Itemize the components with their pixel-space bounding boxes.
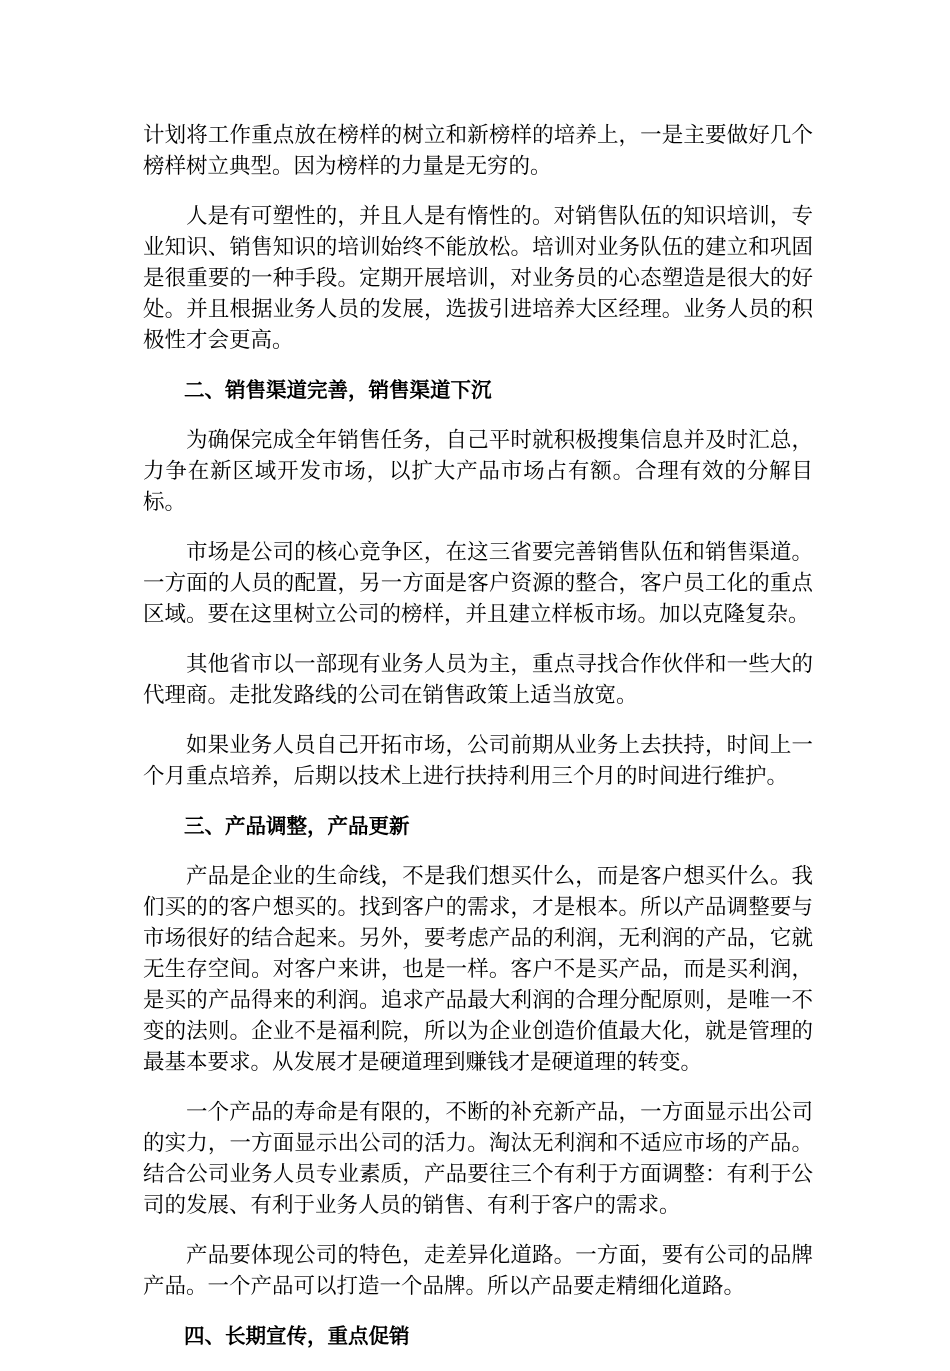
paragraph-training: 人是有可塑性的，并且人是有惰性的。对销售队伍的知识培训，专业知识、销售知识的培训始终不能放松。培训对业务队伍的建立和巩固是很重要的一种手段。定期开展培训，对业务员的心态塑造是很大的好处。并且根据业务人员的发展，选拔引进培养大区经理。业务人员的积极性才会更高。 [143, 204, 813, 353]
section-heading-sales-channels: 二、销售渠道完善，销售渠道下沉 [184, 378, 492, 402]
section-heading-promotion: 四、长期宣传，重点促销 [184, 1324, 410, 1348]
paragraph-core-market: 市场是公司的核心竞争区，在这三省要完善销售队伍和销售渠道。一方面的人员的配置，另一方面是客户资源的整合，客户员工化的重点区域。要在这里树立公司的榜样，并且建立样板市场。加以克隆复杂。 [143, 540, 813, 627]
paragraph-product-differentiation: 产品要体现公司的特色，走差异化道路。一方面，要有公司的品牌产品。一个产品可以打造一个品牌。所以产品要走精细化道路。 [143, 1243, 813, 1299]
paragraph-product-lifeline: 产品是企业的生命线，不是我们想买什么，而是客户想买什么。我们买的的客户想买的。找到客户的需求，才是根本。所以产品调整要与市场很好的结合起来。另外，要考虑产品的利润，无利润的产品，它就无生存空间。对客户来讲，也是一样。客户不是买产品，而是买利润，是买的产品得来的利润。追求产品最大利润的合理分配原则，是唯一不变的法则。企业不是福利院，所以为企业创造价值最大化，就是管理的最基本要求。从发展才是硬道理到赚钱才是硬道理的转变。 [143, 864, 813, 1075]
paragraph-other-provinces: 其他省市以一部现有业务人员为主，重点寻找合作伙伴和一些大的代理商。走批发路线的公司在销售政策上适当放宽。 [143, 652, 813, 708]
paragraph-sales-targets: 为确保完成全年销售任务，自己平时就积极搜集信息并及时汇总，力争在新区域开发市场，以扩大产品市场占有额。合理有效的分解目标。 [143, 428, 813, 515]
paragraph-product-lifespan: 一个产品的寿命是有限的，不断的补充新产品，一方面显示出公司的实力，一方面显示出公司的活力。淘汰无利润和不适应市场的产品。结合公司业务人员专业素质，产品要往三个有利于方面调整：有利于公司的发展、有利于业务人员的销售、有利于客户的需求。 [143, 1100, 813, 1218]
document-body [143, 120, 813, 1371]
paragraph-market-support: 如果业务人员自己开拓市场，公司前期从业务上去扶持，时间上一个月重点培养，后期以技术上进行扶持利用三个月的时间进行维护。 [143, 733, 813, 789]
paragraph-role-model-plan: 计划将工作重点放在榜样的树立和新榜样的培养上，一是主要做好几个榜样树立典型。因为榜样的力量是无穷的。 [143, 123, 813, 179]
section-heading-product-adjustment: 三、产品调整，产品更新 [184, 814, 410, 838]
